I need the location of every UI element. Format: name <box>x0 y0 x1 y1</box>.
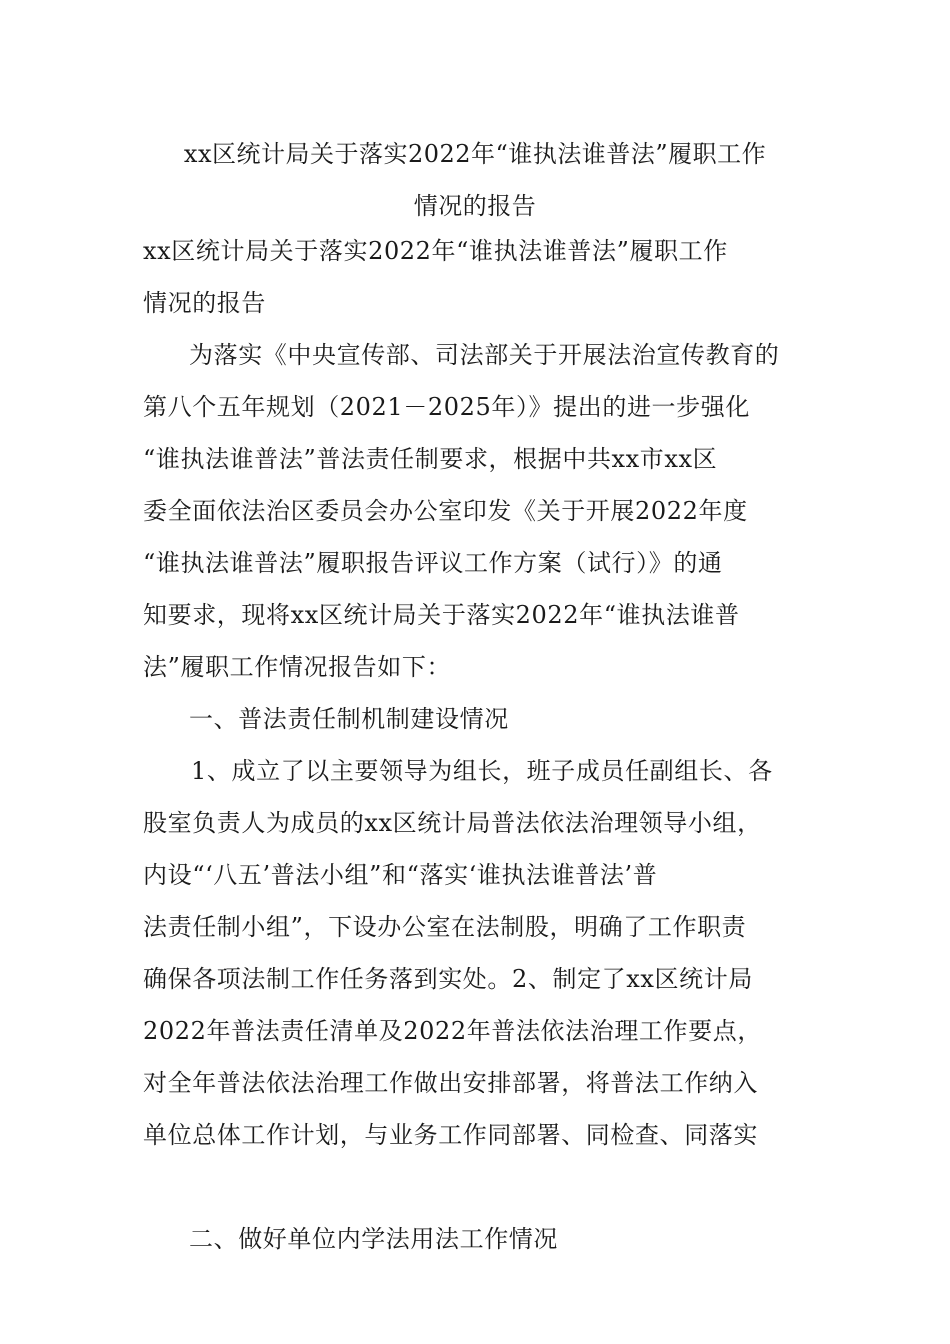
intro-line-4: 委全面依法治区委员会办公室印发《关于开展2022年度 <box>143 497 748 525</box>
section-1-line-5: 确保各项法制工作任务落到实处。2、制定了xx区统计局 <box>143 965 753 993</box>
section-1-line-2: 股室负责人为成员的xx区统计局普法依法治理领导小组， <box>143 809 762 837</box>
intro-line-5: “谁执法谁普法”履职报告评议工作方案（试行）》的通 <box>143 549 723 577</box>
section-1-heading: 一、普法责任制机制建设情况 <box>189 705 509 733</box>
section-1-line-1: 1、成立了以主要领导为组长，班子成员任副组长、各 <box>191 757 773 785</box>
intro-line-3: “谁执法谁普法”普法责任制要求，根据中共xx市xx区 <box>143 445 718 473</box>
subtitle-line-1: xx区统计局关于落实2022年“谁执法谁普法”履职工作 <box>143 237 728 265</box>
document-title <box>0 128 950 232</box>
title-line-2: 情况的报告 <box>413 192 537 220</box>
intro-line-6: 知要求，现将xx区统计局关于落实2022年“谁执法谁普 <box>143 601 740 629</box>
section-1-line-8: 单位总体工作计划，与业务工作同部署、同检查、同落实 <box>143 1121 758 1149</box>
section-1-line-4: 法责任制小组”，下设办公室在法制股，明确了工作职责 <box>143 913 747 941</box>
intro-line-2: 第八个五年规划（2021－2025年）》提出的进一步强化 <box>143 393 750 421</box>
intro-line-1: 为落实《中央宣传部、司法部关于开展法治宣传教育的 <box>189 341 780 369</box>
section-1-line-7: 对全年普法依法治理工作做出安排部署，将普法工作纳入 <box>143 1069 758 1097</box>
subtitle-line-2: 情况的报告 <box>143 289 266 317</box>
title-line-1: xx区统计局关于落实2022年“谁执法谁普法”履职工作 <box>183 140 767 168</box>
blank-line <box>143 1161 808 1213</box>
section-2-heading: 二、做好单位内学法用法工作情况 <box>189 1225 558 1253</box>
document-body <box>143 225 808 1265</box>
intro-line-7: 法”履职工作情况报告如下： <box>143 653 452 681</box>
section-1-line-3: 内设“‘八五’普法小组”和“落实‘谁执法谁普法’普 <box>143 861 658 889</box>
section-1-line-6: 2022年普法责任清单及2022年普法依法治理工作要点， <box>143 1017 762 1045</box>
